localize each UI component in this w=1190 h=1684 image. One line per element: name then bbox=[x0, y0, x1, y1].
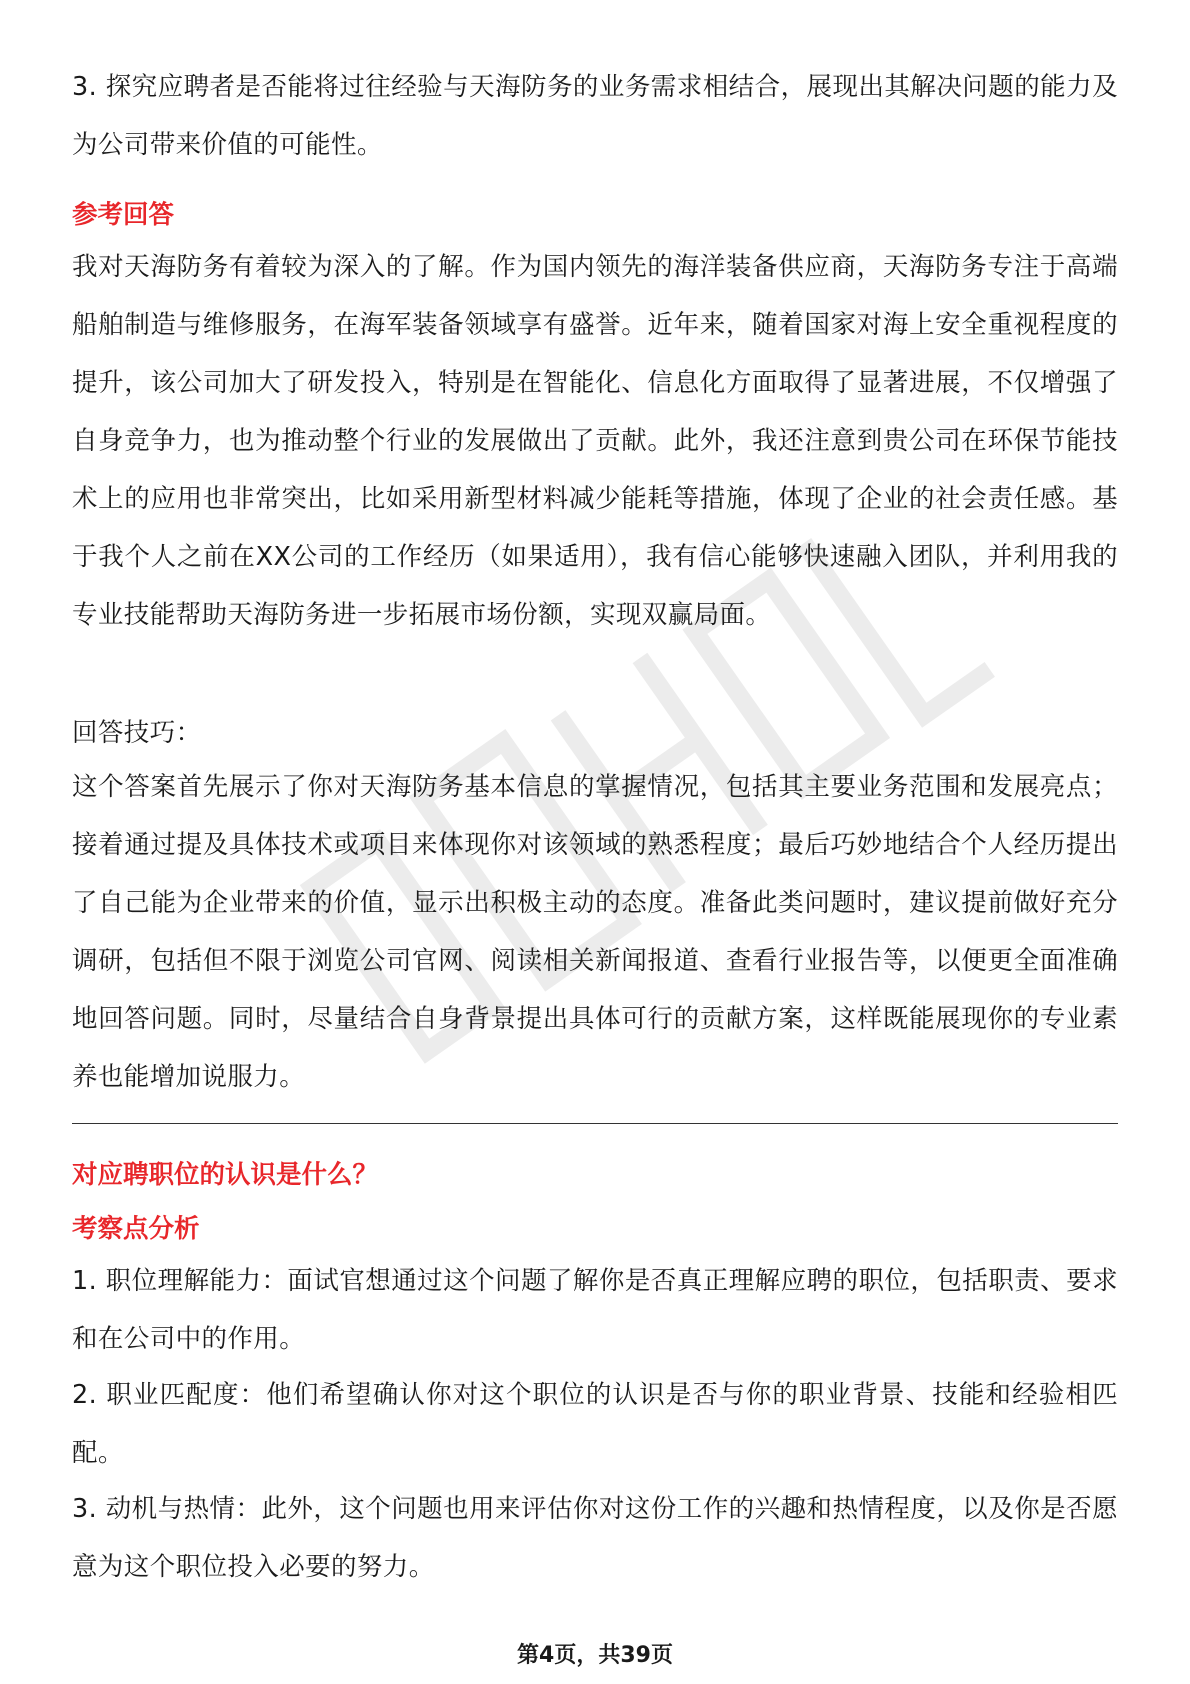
page-footer: 第4页，共39页 bbox=[517, 1643, 673, 1668]
tips-body: 这个答案首先展示了你对天海防务基本信息的掌握情况，包括其主要业务范围和发展亮点；接着通过提及具体技术或项目来体现你对该领域的熟悉程度；最后巧妙地结合个人经历提出了自己能为企业带来的价值，显示出积极主动的态度。准备此类问题时，建议提前做好充分调研，包括但不限于浏览公司官网、阅读相关新闻报道、查看行业报告等，以便更全面准确地回答问题。同时，尽量结合自身背景提出具体可行的贡献方案，这样既能展现你的专业素养也能增加说服力。 bbox=[72, 772, 1118, 1092]
tips-heading: 回答技巧： bbox=[72, 718, 202, 748]
analysis-point-1: 1. 职位理解能力：面试官想通过这个问题了解你是否真正理解应聘的职位，包括职责、要求和在公司中的作用。 bbox=[72, 1266, 1118, 1354]
question-heading: 对应聘职位的认识是什么？ bbox=[72, 1160, 379, 1190]
analysis-heading: 考察点分析 bbox=[72, 1214, 200, 1244]
analysis-point-3: 3. 动机与热情：此外，这个问题也用来评估你对这份工作的兴趣和热情程度，以及你是否愿意为这个职位投入必要的努力。 bbox=[72, 1494, 1118, 1582]
answer-heading: 参考回答 bbox=[72, 200, 175, 230]
analysis-point-2: 2. 职业匹配度：他们希望确认你对这个职位的认识是否与你的职业背景、技能和经验相匹配。 bbox=[72, 1380, 1118, 1468]
answer-body: 我对天海防务有着较为深入的了解。作为国内领先的海洋装备供应商，天海防务专注于高端船舶制造与维修服务，在海军装备领域享有盛誉。近年来，随着国家对海上安全重视程度的提升，该公司加大了研发投入，特别是在智能化、信息化方面取得了显著进展，不仅增强了自身竞争力，也为推动整个行业的发展做出了贡献。此外，我还注意到贵公司在环保节能技术上的应用也非常突出，比如采用新型材料减少能耗等措施，体现了企业的社会责任感。基于我个人之前在XX公司的工作经历（如果适用），我有信心能够快速融入团队，并利用我的专业技能帮助天海防务进一步拓展市场份额，实现双赢局面。 bbox=[72, 252, 1118, 630]
section-divider bbox=[72, 1123, 1118, 1124]
paragraph-point-3: 3. 探究应聘者是否能将过往经验与天海防务的业务需求相结合，展现出其解决问题的能力及为公司带来价值的可能性。 bbox=[72, 72, 1118, 160]
